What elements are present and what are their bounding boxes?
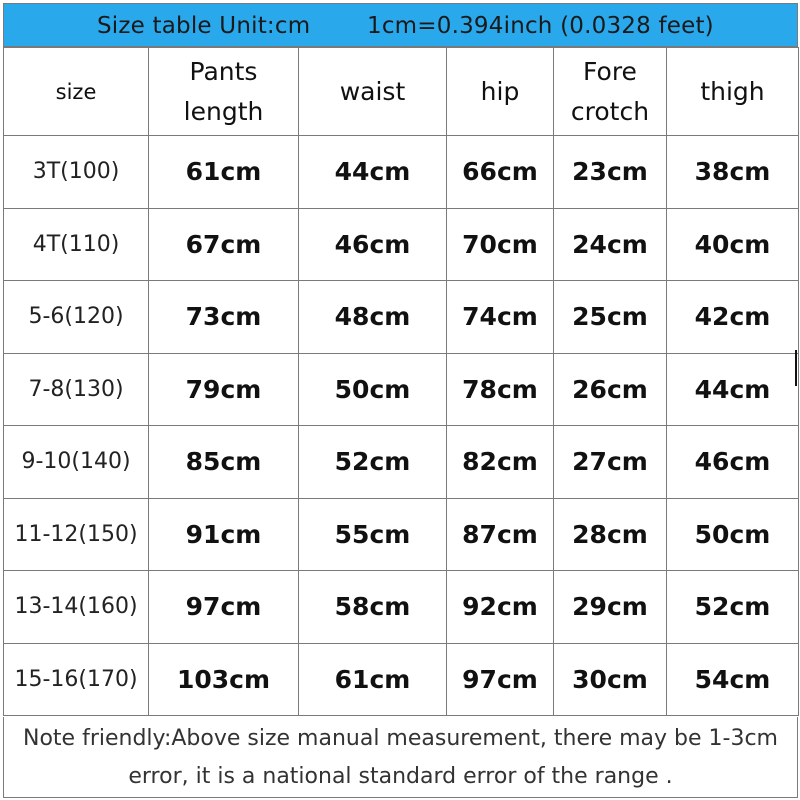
- header-waist: [299, 48, 447, 136]
- size-cell: 13-14(160): [4, 571, 149, 644]
- size-cell: 4T(110): [4, 208, 149, 281]
- waist-cell: 52cm: [299, 426, 447, 499]
- pants-length-cell: 73cm: [149, 281, 299, 354]
- thigh-cell: 52cm: [667, 571, 799, 644]
- fore-crotch-cell: 24cm: [554, 208, 667, 281]
- header-fore-crotch-line2: crotch: [570, 96, 650, 126]
- size-cell: 3T(100): [4, 136, 149, 209]
- header-fore-crotch-line1: Fore: [583, 56, 637, 86]
- waist-cell: 50cm: [299, 353, 447, 426]
- size-chart: [3, 3, 798, 798]
- fore-crotch-cell: 23cm: [554, 136, 667, 209]
- text-cursor-icon: [795, 350, 797, 386]
- thigh-cell: 46cm: [667, 426, 799, 499]
- header-hip: [447, 48, 554, 136]
- fore-crotch-cell: 29cm: [554, 571, 667, 644]
- thigh-cell: 42cm: [667, 281, 799, 354]
- waist-cell: 58cm: [299, 571, 447, 644]
- hip-cell: 92cm: [447, 571, 554, 644]
- header-pants-length-line2: length: [183, 96, 264, 126]
- note-line-1: Note friendly:Above size manual measurement, there may be 1-3cm: [23, 726, 778, 751]
- fore-crotch-cell: 28cm: [554, 498, 667, 571]
- thigh-cell: 44cm: [667, 353, 799, 426]
- hip-cell: 74cm: [447, 281, 554, 354]
- thigh-cell: 54cm: [667, 643, 799, 716]
- title-conversion: 1cm=0.394inch (0.0328 feet): [367, 13, 714, 39]
- size-cell: 7-8(130): [4, 353, 149, 426]
- size-table: [3, 47, 799, 716]
- table-row: [4, 136, 799, 209]
- pants-length-cell: 79cm: [149, 353, 299, 426]
- waist-cell: 44cm: [299, 136, 447, 209]
- fore-crotch-cell: 30cm: [554, 643, 667, 716]
- note-box: [3, 717, 798, 798]
- title-bar: [3, 3, 798, 47]
- header-pants-length-line1: Pants: [189, 56, 258, 86]
- waist-cell: 46cm: [299, 208, 447, 281]
- header-hip-label: hip: [480, 76, 520, 106]
- thigh-cell: 38cm: [667, 136, 799, 209]
- hip-cell: 82cm: [447, 426, 554, 499]
- size-cell: 5-6(120): [4, 281, 149, 354]
- header-thigh: [667, 48, 799, 136]
- hip-cell: 87cm: [447, 498, 554, 571]
- header-size: [4, 48, 149, 136]
- hip-cell: 66cm: [447, 136, 554, 209]
- size-cell: 15-16(170): [4, 643, 149, 716]
- fore-crotch-cell: 25cm: [554, 281, 667, 354]
- table-row: [4, 353, 799, 426]
- table-row: [4, 426, 799, 499]
- thigh-cell: 40cm: [667, 208, 799, 281]
- hip-cell: 97cm: [447, 643, 554, 716]
- table-row: [4, 571, 799, 644]
- pants-length-cell: 67cm: [149, 208, 299, 281]
- table-row: [4, 498, 799, 571]
- waist-cell: 61cm: [299, 643, 447, 716]
- hip-cell: 70cm: [447, 208, 554, 281]
- header-thigh-label: thigh: [700, 76, 765, 106]
- pants-length-cell: 85cm: [149, 426, 299, 499]
- waist-cell: 55cm: [299, 498, 447, 571]
- header-size-label: size: [55, 79, 97, 104]
- size-cell: 11-12(150): [4, 498, 149, 571]
- waist-cell: 48cm: [299, 281, 447, 354]
- table-row: [4, 643, 799, 716]
- table-row: [4, 281, 799, 354]
- header-row: [4, 48, 799, 136]
- fore-crotch-cell: 26cm: [554, 353, 667, 426]
- fore-crotch-cell: 27cm: [554, 426, 667, 499]
- thigh-cell: 50cm: [667, 498, 799, 571]
- pants-length-cell: 91cm: [149, 498, 299, 571]
- header-fore-crotch: [554, 48, 667, 136]
- pants-length-cell: 61cm: [149, 136, 299, 209]
- size-cell: 9-10(140): [4, 426, 149, 499]
- hip-cell: 78cm: [447, 353, 554, 426]
- pants-length-cell: 97cm: [149, 571, 299, 644]
- header-waist-label: waist: [339, 76, 406, 106]
- header-pants-length: [149, 48, 299, 136]
- table-row: [4, 208, 799, 281]
- title-unit: Size table Unit:cm: [97, 13, 311, 39]
- pants-length-cell: 103cm: [149, 643, 299, 716]
- note-line-2: error, it is a national standard error of the range .: [128, 764, 673, 789]
